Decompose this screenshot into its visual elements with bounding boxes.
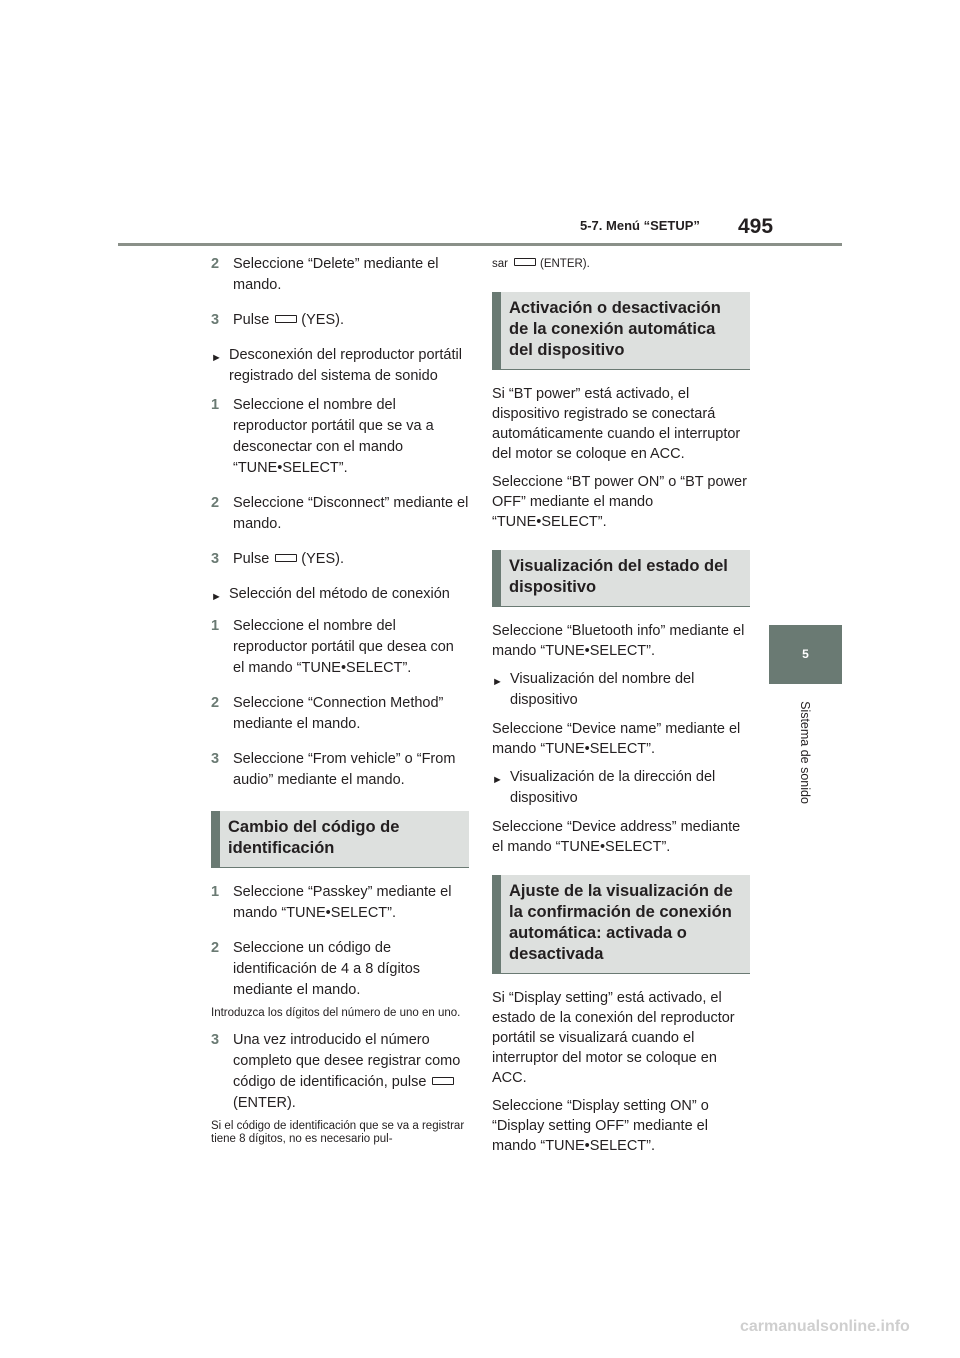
heading-title: Cambio del código de identificación: [228, 818, 400, 857]
section-heading: [492, 550, 750, 607]
body-paragraph: Seleccione “Bluetooth info” mediante el mando “TUNE•SELECT”.: [492, 623, 745, 659]
triangle-bullet-icon: ►: [211, 591, 222, 603]
body-paragraph: Si “Display setting” está activado, el estado de la conexión del reproductor portátil se visualizará cuando el interruptor del motor se coloque en ACC.: [492, 990, 735, 1086]
body-paragraph: Si “BT power” está activado, el dispositivo registrado se conectará automáticamente cuando el interruptor del motor se coloque en ACC.: [492, 386, 741, 462]
step-item: [211, 395, 469, 479]
step-text: Seleccione un código de identificación de 4 a 8 dígitos mediante el mando.: [233, 940, 421, 998]
button-outline-icon: [514, 258, 536, 266]
section-heading: [211, 811, 469, 868]
step-text: (YES).: [301, 551, 344, 567]
step-number: 1: [211, 884, 220, 900]
step-number: 2: [211, 256, 220, 272]
step-item: [211, 938, 469, 1001]
bullet-text: Desconexión del reproductor portátil registrado del sistema de sonido: [229, 347, 462, 384]
step-text: Una vez introducido el número completo que desee registrar como código de identificación, pulse: [233, 1032, 461, 1090]
step-number: 3: [211, 312, 220, 328]
step-item: [211, 549, 469, 570]
bullet-item: [492, 669, 750, 711]
heading-title: Ajuste de la visualización de la confirmación de conexión automática: activada o desactivada: [509, 882, 733, 963]
continuation-text: sar (ENTER).: [492, 258, 590, 270]
button-outline-icon: [275, 554, 297, 562]
step-number: 3: [211, 551, 220, 567]
triangle-bullet-icon: ►: [492, 676, 503, 688]
step-item: [211, 1030, 469, 1114]
step-item: [211, 693, 469, 735]
step-number: 3: [211, 751, 220, 767]
step-item: [211, 310, 469, 331]
step-number: 2: [211, 495, 220, 511]
step-text: Pulse: [233, 551, 270, 567]
header-rule: [118, 243, 842, 246]
bullet-item: [211, 584, 469, 608]
triangle-bullet-icon: ►: [492, 774, 503, 786]
step-text: Seleccione el nombre del reproductor portátil que se va a desconectar con el mando “TUNE•SELECT”.: [233, 397, 434, 476]
body-paragraph: Seleccione “BT power ON” o “BT power OFF” mediante el mando “TUNE•SELECT”.: [492, 474, 747, 530]
step-item: [211, 749, 469, 791]
step-text: Seleccione “Delete” mediante el mando.: [233, 256, 439, 293]
note-text: Introduzca los dígitos del número de uno en uno.: [211, 1007, 461, 1019]
body-paragraph: Seleccione “Device address” mediante el mando “TUNE•SELECT”.: [492, 819, 741, 855]
section-heading: [492, 292, 750, 370]
section-heading: [492, 875, 750, 974]
heading-title: Activación o desactivación de la conexión automática del dispositivo: [509, 299, 721, 359]
body-paragraph: Seleccione “Device name” mediante el mando “TUNE•SELECT”.: [492, 721, 741, 757]
step-text: Seleccione “Disconnect” mediante el mando.: [233, 495, 469, 532]
step-item: [211, 254, 469, 296]
triangle-bullet-icon: ►: [211, 352, 222, 364]
heading-accent-bar: [211, 811, 220, 867]
heading-title: Visualización del estado del dispositivo: [509, 557, 728, 596]
step-item: [211, 493, 469, 535]
step-text: Pulse: [233, 312, 270, 328]
bullet-item: [211, 345, 469, 387]
bullet-text: Selección del método de conexión: [229, 586, 450, 602]
heading-accent-bar: [492, 550, 501, 606]
heading-accent-bar: [492, 292, 501, 369]
heading-accent-bar: [492, 875, 501, 973]
bullet-text: Visualización del nombre del dispositivo: [510, 671, 695, 708]
button-outline-icon: [275, 315, 297, 323]
button-outline-icon: [432, 1077, 454, 1085]
chapter-label: Sistema de sonido: [798, 701, 812, 804]
step-item: [211, 882, 469, 924]
page-number: 495: [738, 215, 774, 238]
note-text: Si el código de identificación que se va a registrar tiene 8 dígitos, no es necesario pul-: [211, 1120, 465, 1145]
step-text: (YES).: [301, 312, 344, 328]
section-header: 5-7. Menú “SETUP”: [580, 218, 700, 233]
step-item: [211, 616, 469, 679]
body-paragraph: Seleccione “Display setting ON” o “Display setting OFF” mediante el mando “TUNE•SELECT”.: [492, 1098, 709, 1154]
step-number: 1: [211, 618, 220, 634]
step-text: Seleccione “Connection Method” mediante el mando.: [233, 695, 444, 732]
bullet-text: Visualización de la dirección del dispositivo: [510, 769, 716, 806]
right-column: [492, 254, 750, 1164]
step-text: (ENTER).: [233, 1095, 296, 1111]
step-number: 2: [211, 695, 220, 711]
left-column: [211, 254, 469, 1156]
step-number: 2: [211, 940, 220, 956]
step-text: Seleccione “From vehicle” o “From audio” mediante el mando.: [233, 751, 456, 788]
watermark: carmanualsonline.info: [740, 1318, 910, 1335]
bullet-item: [492, 767, 750, 809]
step-number: 3: [211, 1032, 220, 1048]
step-number: 1: [211, 397, 220, 413]
step-text: Seleccione el nombre del reproductor portátil que desea con el mando “TUNE•SELECT”.: [233, 618, 454, 676]
chapter-tab: 5: [769, 625, 842, 684]
step-text: Seleccione “Passkey” mediante el mando “TUNE•SELECT”.: [233, 884, 452, 921]
